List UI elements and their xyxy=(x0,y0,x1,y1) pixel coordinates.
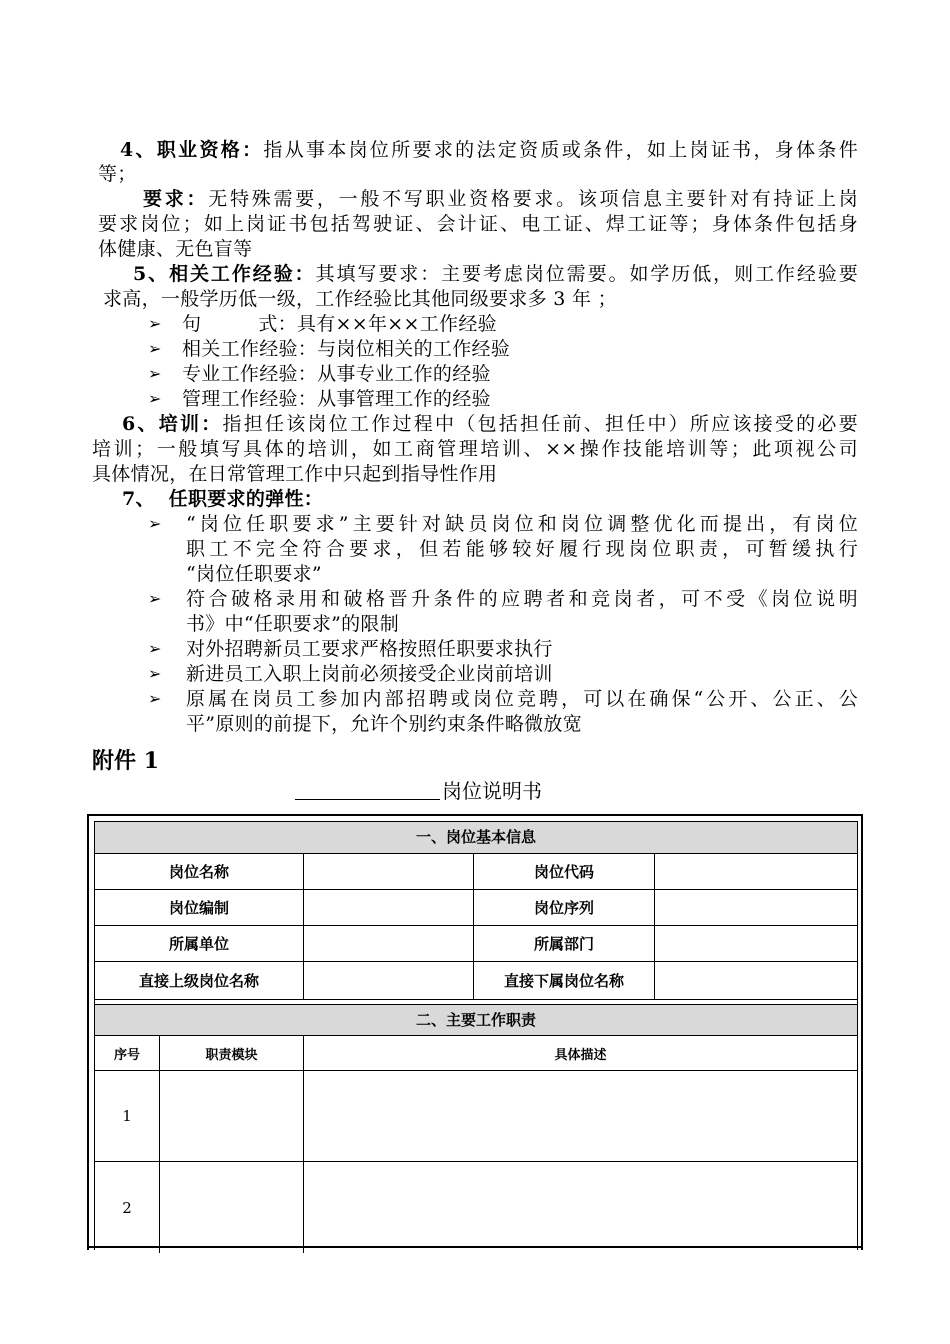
s5-line-2: 求高，一般学历低一级，工作经验比其他同级要求多 3 年 ； xyxy=(103,288,617,310)
s4-line-1 xyxy=(120,138,858,162)
s5-bullet-1: 句 式：具有××年××工作经验 xyxy=(182,313,497,335)
s7-b1-c: “岗位任职要求” xyxy=(186,563,322,585)
title-blank-field[interactable] xyxy=(295,779,440,800)
label-post-quota: 岗位编制 xyxy=(95,890,304,926)
s6-text-a: 指担任该岗位工作过程中（包括担任前、担任中）所应该接受的必要 xyxy=(222,413,858,435)
s4-line-2: 等； xyxy=(98,163,137,185)
doc-title-text: 岗位说明书 xyxy=(442,779,542,803)
duty-row-module-input[interactable] xyxy=(160,1071,304,1162)
s7-b2-b: 书》中“任职要求”的限制 xyxy=(186,613,400,635)
s4-req-line-3: 体健康、无色盲等 xyxy=(98,238,253,260)
form-inner xyxy=(94,821,858,1250)
bullet-arrow-icon: ➢ xyxy=(148,514,162,533)
s6-label: 6、培训： xyxy=(122,413,223,435)
s7-b1-b: 职工不完全符合要求，但若能够较好履行现岗位职责，可暂缓执行 xyxy=(186,538,858,560)
s4-label: 4、职业资格： xyxy=(120,139,264,161)
duty-row-no: 2 xyxy=(95,1162,160,1253)
bullet-arrow-icon: ➢ xyxy=(148,314,162,333)
label-subordinate-post: 直接下属岗位名称 xyxy=(474,962,655,1000)
s5-text-a: 其填写要求：主要考虑岗位需要。如学历低，则工作经验要 xyxy=(315,263,859,285)
input-post-code[interactable] xyxy=(655,854,857,890)
s7-b2-a: 符合破格录用和破格晋升条件的应聘者和竞岗者，可不受《岗位说明 xyxy=(186,588,858,610)
s4-req-a: 无特殊需要，一般不写职业资格要求。该项信息主要针对有持证上岗 xyxy=(208,188,858,210)
bullet-arrow-icon: ➢ xyxy=(148,364,162,383)
s7-b3: 对外招聘新员工要求严格按照任职要求执行 xyxy=(186,638,553,660)
label-superior-post: 直接上级岗位名称 xyxy=(95,962,304,1000)
input-subordinate-post[interactable] xyxy=(655,962,857,1000)
form-bottom-border xyxy=(87,1246,863,1248)
bullet-arrow-icon: ➢ xyxy=(148,689,162,708)
input-post-quota[interactable] xyxy=(304,890,474,926)
duty-row-desc-input[interactable] xyxy=(304,1071,857,1162)
bullet-arrow-icon: ➢ xyxy=(148,589,162,608)
doc-title xyxy=(295,778,542,804)
header-no: 序号 xyxy=(95,1036,160,1071)
bullet-arrow-icon: ➢ xyxy=(148,664,162,683)
duty-row-module-input[interactable] xyxy=(160,1162,304,1253)
bullet-arrow-icon: ➢ xyxy=(148,339,162,358)
label-post-sequence: 岗位序列 xyxy=(474,890,655,926)
s7-b5-a: 原属在岗员工参加内部招聘或岗位竞聘，可以在确保“公开、公正、公 xyxy=(186,688,858,710)
s7-label: 7、 任职要求的弹性： xyxy=(122,488,324,510)
duty-row-desc-input[interactable] xyxy=(304,1162,857,1253)
header-module: 职责模块 xyxy=(160,1036,304,1071)
annex-heading: 附件 1 xyxy=(92,748,159,774)
s7-b4: 新进员工入职上岗前必须接受企业岗前培训 xyxy=(186,663,553,685)
s6-line-1 xyxy=(122,412,858,436)
s5-bullet-2: 相关工作经验：与岗位相关的工作经验 xyxy=(182,338,511,360)
label-unit: 所属单位 xyxy=(95,926,304,962)
label-post-name: 岗位名称 xyxy=(95,854,304,890)
s4-req-line-1 xyxy=(143,187,858,211)
s5-label: 5、相关工作经验： xyxy=(133,263,316,285)
bullet-arrow-icon: ➢ xyxy=(148,639,162,658)
s4-req-label: 要求： xyxy=(143,188,209,210)
label-post-code: 岗位代码 xyxy=(474,854,655,890)
s4-req-line-2: 要求岗位；如上岗证书包括驾驶证、会计证、电工证、焊工证等；身体条件包括身 xyxy=(98,213,858,235)
s6-line-3: 具体情况，在日常管理工作中只起到指导性作用 xyxy=(92,463,498,485)
s4-text-a: 指从事本岗位所要求的法定资质或条件，如上岗证书，身体条件 xyxy=(263,139,859,161)
section-basic-info: 一、岗位基本信息 xyxy=(95,821,857,854)
s5-line-1 xyxy=(133,262,858,286)
input-post-name[interactable] xyxy=(304,854,474,890)
s7-b5-b: 平”原则的前提下，允许个别约束条件略微放宽 xyxy=(186,713,583,735)
input-department[interactable] xyxy=(655,926,857,962)
bullet-arrow-icon: ➢ xyxy=(148,389,162,408)
input-post-sequence[interactable] xyxy=(655,890,857,926)
header-desc: 具体描述 xyxy=(304,1036,857,1071)
s5-bullet-4: 管理工作经验：从事管理工作的经验 xyxy=(182,388,491,410)
duty-row-no: 1 xyxy=(95,1071,160,1162)
input-unit[interactable] xyxy=(304,926,474,962)
label-department: 所属部门 xyxy=(474,926,655,962)
s5-bullet-3: 专业工作经验：从事专业工作的经验 xyxy=(182,363,491,385)
section-main-duties: 二、主要工作职责 xyxy=(95,1004,857,1036)
input-superior-post[interactable] xyxy=(304,962,474,1000)
s6-line-2: 培训；一般填写具体的培训，如工商管理培训、××操作技能培训等；此项视公司 xyxy=(92,438,858,460)
s7-b1-a: “岗位任职要求”主要针对缺员岗位和岗位调整优化而提出，有岗位 xyxy=(186,513,858,535)
job-description-form xyxy=(87,814,863,1250)
